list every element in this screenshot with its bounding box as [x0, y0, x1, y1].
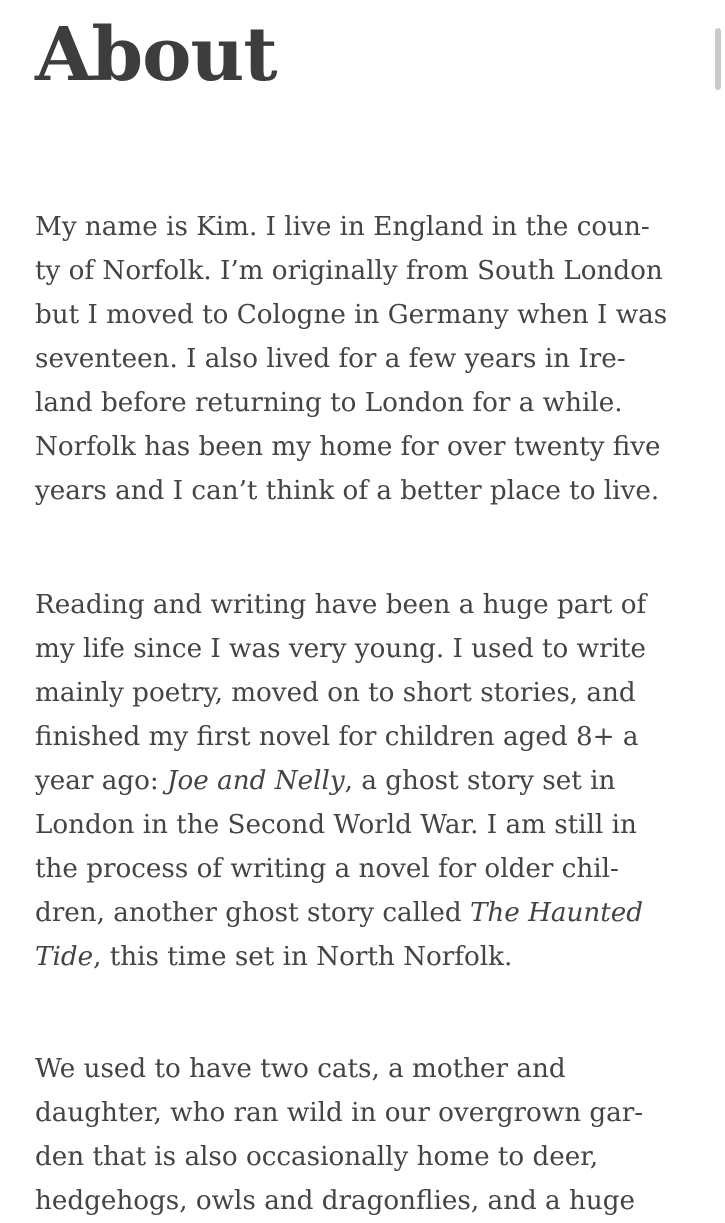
paragraph-line	[35, 891, 646, 935]
book-title-the-haunted-tide: The Haunted	[469, 898, 644, 928]
paragraph-line: but I moved to Cologne in Germany when I was	[35, 300, 668, 330]
paragraph-line: land before returning to London for a while.	[35, 388, 623, 418]
paragraph-line: London in the Second World War. I am still in	[35, 810, 637, 840]
paragraph-line: hedgehogs, owls and dragonflies, and a huge	[35, 1186, 635, 1216]
bio-paragraph-garden	[35, 1047, 643, 1223]
paragraph-line: Reading and writing have been a huge part of	[35, 590, 647, 620]
paragraph-line: We used to have two cats, a mother and	[35, 1054, 566, 1084]
paragraph-line: the process of writing a novel for older chil-	[35, 854, 619, 884]
scrollbar-thumb[interactable]	[715, 28, 721, 90]
paragraph-line: years and I can’t think of a better place to live.	[35, 476, 660, 506]
bio-paragraph-writing	[35, 583, 646, 979]
paragraph-line: mainly poetry, moved on to short stories, and	[35, 678, 636, 708]
paragraph-line: ty of Norfolk. I’m originally from South London	[35, 256, 663, 286]
paragraph-line: My name is Kim. I live in England in the coun-	[35, 212, 650, 242]
paragraph-line: den that is also occasionally home to deer,	[35, 1142, 599, 1172]
paragraph-line: Norfolk has been my home for over twenty five	[35, 432, 661, 462]
paragraph-line	[35, 935, 646, 979]
paragraph-line	[35, 759, 646, 803]
line-text: dren, another ghost story called	[35, 898, 470, 928]
bio-paragraph-location	[35, 205, 667, 513]
paragraph-line: my life since I was very young. I used to write	[35, 634, 646, 664]
line-text: , a ghost story set in	[344, 766, 616, 796]
paragraph-line: daughter, who ran wild in our overgrown gar-	[35, 1098, 644, 1128]
line-text: , this time set in North Norfolk.	[93, 942, 513, 972]
paragraph-line: finished my first novel for children aged 8+ a	[35, 722, 639, 752]
paragraph-line: seventeen. I also lived for a few years in Ire-	[35, 344, 626, 374]
book-title-joe-and-nelly: Joe and Nelly	[167, 766, 345, 796]
book-title-the-haunted-tide-cont: Tide	[35, 942, 94, 972]
page-title: About	[35, 12, 277, 98]
line-text: year ago:	[35, 766, 168, 796]
